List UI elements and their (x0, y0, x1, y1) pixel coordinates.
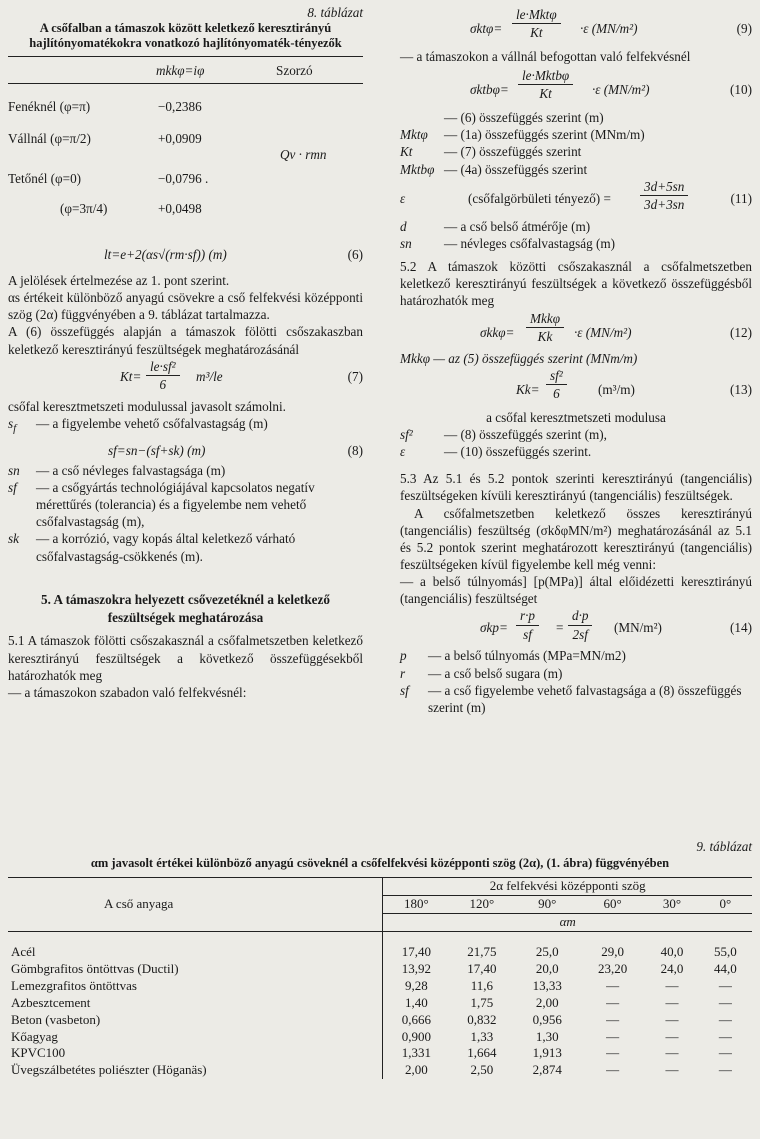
table9-cell: — (718, 1062, 732, 1078)
table9-cell: — (665, 1011, 679, 1027)
table-row (8, 1045, 752, 1062)
table9-cell: — (665, 1045, 679, 1061)
table9-cell: 1,33 (470, 1028, 494, 1044)
table9-cell: 1,75 (470, 994, 494, 1010)
table9-cell: — (665, 977, 679, 993)
definition: sn — a cső névleges falvastagsága (m) (8, 462, 226, 478)
table9-group-header: 2α felfekvési középponti szög (383, 878, 752, 896)
definition: Mktbφ — (4a) összefüggés szerint (400, 161, 588, 177)
table8-row-label: Fenéknél (φ=π) (8, 98, 91, 114)
equation-13: Kk= $\frac{\text{sf²}}{6}$ (m³/m) (13) (516, 367, 752, 401)
table9-angle-header: 90° (538, 896, 557, 912)
table9-cell: — (718, 1045, 732, 1061)
table8-col-coefficient: mkkφ=iφ (156, 62, 205, 78)
table9-cell: — (665, 994, 679, 1010)
table9-cell: 25,0 (535, 944, 559, 960)
paragraph: a csőfal keresztmetszeti modulusa (486, 409, 666, 425)
table8-row-value: +0,0498 (158, 200, 202, 216)
table8-col-multiplier: Szorzó (276, 62, 313, 78)
table9-cell: 1,913 (532, 1045, 562, 1061)
table9-cell: 24,0 (660, 960, 684, 976)
table-row (8, 978, 752, 995)
definition: p — a belső túlnyomás (MPa=MN/m2) (400, 648, 626, 664)
table9-cell: — (606, 977, 620, 993)
table9-material: Acél (8, 932, 383, 961)
table9-material: Gömbgrafitos öntöttvas (Ductil) (8, 961, 383, 978)
table9-cell: 11,6 (470, 977, 494, 993)
equation-9: σktφ= le·Mktφ Kt ·ε (MN/m²) (9) (470, 7, 752, 41)
paragraph: A (6) összefüggés alapján a támaszok fölötti csőszakaszban keletkező keresztirányú feszültségek meghatározásánál (8, 324, 363, 357)
table9-cell: 0,832 (467, 1011, 497, 1027)
definition: $s_f$ — a figyelembe vehető csőfalvastagság (m) (8, 415, 268, 435)
table8-row-value: +0,0909 (158, 130, 202, 146)
table9-cell: — (606, 994, 620, 1010)
definition: sf² — (8) összefüggés szerint (m), (400, 426, 607, 442)
definition: Mkkφ — az (5) összefüggés szerint (MNm/m) (400, 350, 638, 366)
table9-cell: 40,0 (660, 944, 684, 960)
definition: ε — (10) összefüggés szerint. (400, 444, 592, 460)
table8-row-label: (φ=3π/4) (60, 200, 108, 216)
table-row (8, 961, 752, 978)
equation-12: σkkφ= Mkkφ Kk ·ε (MN/m²) (12) (480, 310, 752, 344)
table9-cell: 17,40 (401, 944, 431, 960)
paragraph: 5.1 A támaszok fölötti csőszakasznál a csőfalmetszetben keletkező keresztirányú feszültségek a következő összefüggésekből határozhatók meg (8, 633, 363, 683)
table9-material: Üvegszálbetétes poliészter (Höganäs) (8, 1062, 383, 1079)
table9-material: Kőagyag (8, 1029, 383, 1046)
table-row (8, 1029, 752, 1046)
left-column (8, 4, 363, 701)
table9-cell: 2,50 (470, 1062, 494, 1078)
table9-cell: 17,40 (467, 960, 497, 976)
equation-11: ε (csőfalgörbületi tényező) = $\frac{3d+5sn}{3d+3sn}$ (11) (400, 178, 752, 212)
paragraph: 5.3 Az 5.1 és 5.2 pontok szerinti keresztirányú (tangenciális) feszültségeken kívüli keresztirányú (tangenciális) feszültségek. (400, 471, 752, 504)
table9-material-header: A cső anyaga (8, 878, 383, 932)
table9-cell: — (718, 994, 732, 1010)
paragraph: 5.2 A támaszok közötti csőszakasznál a csőfalmetszetben keletkező keresztirányú feszültségek a következő összefüggésből határozhatók meg (400, 259, 752, 309)
paragraph: — a belső túlnyomás] [p(MPa)] által előidézetti keresztirányú (tangenciális) feszültséget (400, 574, 752, 607)
paragraph: A csőfalmetszetben keletkező összes keresztirányú (tangenciális) feszültség (σkδφMN/m²) meghatározásánál az 5.1 és 5.2 pontok szerint meghatározott keresztirányú (tangenciális) feszültségeken kívül figyelembe kell még venni: (400, 505, 752, 572)
table9-cell: 2,874 (532, 1062, 562, 1078)
definition: Kt — (7) összefüggés szerint (400, 144, 582, 160)
table9-cell: — (606, 1045, 620, 1061)
table9-material: Beton (vasbeton) (8, 1012, 383, 1029)
definition: d — a cső belső átmérője (m) (400, 218, 591, 234)
table9-angle-header: 0° (719, 896, 732, 912)
table9-cell: 1,30 (535, 1028, 559, 1044)
table8-body (8, 94, 363, 234)
table9-label: 9. táblázat (696, 839, 752, 854)
equation-8: sf=sn−(sf+sk) (m) (8) (108, 442, 363, 458)
equation-6: lt=e+2(αs√(rm·sf)) (m) (6) (104, 246, 363, 262)
table9-cell: 2,00 (404, 1062, 428, 1078)
table9-title: αm javasolt értékei különböző anyagú csöveknél a csőfelfekvési középponti szög (2α), (1. ábra) függvényében (90, 856, 670, 871)
table8-row-label: Vállnál (φ=π/2) (8, 130, 91, 146)
table9-cell: 23,20 (598, 960, 628, 976)
table9-sub-header: αm (559, 914, 576, 930)
table9-cell: 21,75 (467, 944, 497, 960)
paragraph: A jelölések értelmezése az 1. pont szerint. (8, 272, 230, 288)
table9-cell: — (606, 1028, 620, 1044)
table8-multiplier: Qv · rmn (280, 146, 327, 162)
table-row (8, 1062, 752, 1079)
table9-cell: — (665, 1062, 679, 1078)
table9-cell: 0,956 (532, 1011, 562, 1027)
table8-label: 8. táblázat (307, 5, 363, 20)
definition: r — a cső belső sugara (m) (400, 665, 563, 681)
definition: sn — névleges csőfalvastagság (m) (400, 235, 616, 251)
equation-14: σkp= $\frac{r\cdot p}{sf}$ = $\frac{d\cdot p}{2sf}$ (MN/m²) (14) (480, 608, 752, 642)
table9-cell: — (606, 1062, 620, 1078)
equation-7: Kt= $\frac{\text{le·sf²}}{6}$ m³/le (7) (120, 358, 363, 392)
table8-row-value: −0,0796 . (158, 170, 209, 186)
table9-cell: 1,331 (401, 1045, 431, 1061)
definition: — (6) összefüggés szerint (m) (444, 110, 604, 126)
table8-row-label: Tetőnél (φ=0) (8, 170, 82, 186)
table9-material: KPVC100 (8, 1045, 383, 1062)
table9-cell: 20,0 (535, 960, 559, 976)
right-column (400, 4, 752, 716)
paragraph: αs értékeit különböző anyagú csövekre a cső felfekvési középponti szög (2α) függvényében a 9. táblázat tartalmazza. (8, 290, 363, 323)
table9-cell: 2,00 (535, 994, 559, 1010)
paragraph: csőfal keresztmetszeti modulussal javasolt számolni. (8, 398, 286, 414)
table9-material: Lemezgrafitos öntöttvas (8, 978, 383, 995)
paragraph: — a támaszokon a vállnál befogottan való felfekvésnél (400, 49, 691, 64)
table9-material: Azbesztcement (8, 995, 383, 1012)
table9-angle-header: 180° (403, 896, 429, 912)
table9-cell: 13,33 (532, 977, 562, 993)
table9-cell: — (718, 977, 732, 993)
table9-cell: 55,0 (713, 944, 737, 960)
table9-cell: 44,0 (713, 960, 737, 976)
table9-cell: — (718, 1028, 732, 1044)
table-row (8, 1012, 752, 1029)
definition: sk — a korrózió, vagy kopás által keletkező várható csőfalvastagság-csökkenés (m). (8, 531, 296, 564)
definition: sf — a csőgyártás technológiájával kapcsolatos negatív mérettűrés (tolerancia) és a figyelembe nem vehető csőfalvastagság (m), (8, 479, 315, 530)
table9 (8, 838, 752, 1079)
table9-angle-header: 120° (469, 896, 495, 912)
table8-row-value: −0,2386 (158, 98, 202, 114)
table9-cell: — (606, 1011, 620, 1027)
table9-cell: — (665, 1028, 679, 1044)
table9-cell: 13,92 (401, 960, 431, 976)
equation-10: σktbφ= le·Mktbφ Kt ·ε (MN/m²) (10) (470, 68, 752, 102)
table9-cell: 0,666 (401, 1011, 431, 1027)
table9-cell: — (718, 1011, 732, 1027)
table-row (8, 995, 752, 1012)
table9-angle-header: 60° (603, 896, 622, 912)
table9-cell: 9,28 (404, 977, 428, 993)
definition: sf — a cső figyelembe vehető falvastagsága a (8) összefüggés szerint (m) (400, 682, 742, 715)
table8-title: A csőfalban a támaszok között keletkező keresztirányú hajlítónyomatékokra vonatkozó hajlítónyomaték-tényezők (29, 21, 342, 50)
table9-cell: 29,0 (601, 944, 625, 960)
definition: Mktφ — (1a) összefüggés szerint (MNm/m) (400, 127, 645, 143)
table9-cell: 1,40 (404, 994, 428, 1010)
paragraph: — a támaszokon szabadon való felfekvésnél: (8, 684, 247, 700)
table-row (8, 932, 752, 961)
section-5-heading: 5. A támaszokra helyezett csővezetéknél a keletkező feszültségek meghatározása (41, 591, 330, 625)
table9-cell: 1,664 (467, 1045, 497, 1061)
table9-cell: 0,900 (401, 1028, 431, 1044)
table9-angle-header: 30° (662, 896, 682, 912)
